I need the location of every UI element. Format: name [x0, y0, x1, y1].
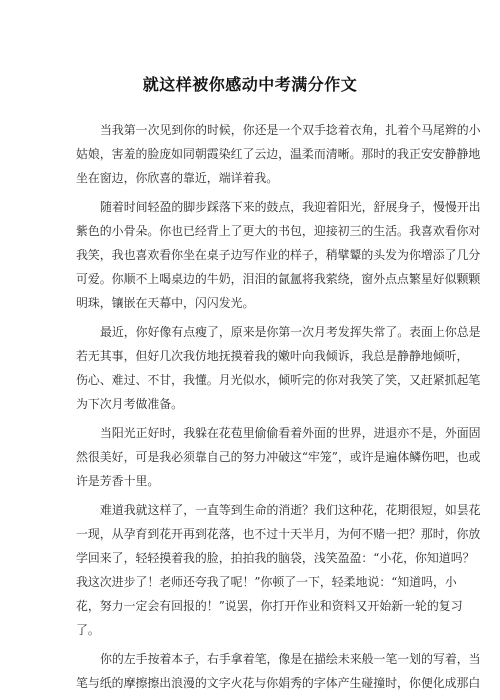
paragraph-line: 当我第一次见到你的时候，你还是一个双手捻着衣角，扎着个马尾辫的小	[100, 123, 481, 137]
paragraph-line: 明珠，镶嵌在天幕中，闪闪发光。	[76, 296, 255, 310]
paragraph-line: 许是芳香十里。	[76, 474, 160, 488]
paragraph-line: 伤心、难过、不甘，我懂。月光似水，倾听完的你对我笑了笑，又赶紧抓起笔	[76, 373, 481, 387]
paragraph	[76, 118, 481, 190]
paragraph	[76, 421, 481, 493]
paragraph-line: 我笑，我也喜欢看你坐在桌子边写作业的样子，稍擘颦的头发为你增添了几分	[76, 248, 481, 262]
paragraph-line: 你的左手按着本子，右手拿着笔，像是在描绘未来般一笔一划的写着，当	[100, 652, 481, 666]
paragraph-line: 然很美好，可是我必须靠自己的努力冲破这“牢笼”，或许是遍体鳞伤吧，也或	[76, 450, 481, 464]
paragraph-line: 随着时间轻盈的脚步踩落下来的鼓点，我迎着阳光，舒展身子，慢慢开出	[100, 200, 481, 214]
paragraph-line: 我这次进步了！老师还夸我了呢！”你顿了一下，轻柔地说：“知道吗，小	[76, 575, 457, 589]
paragraph	[76, 498, 481, 642]
paragraph-line: 花，努力一定会有回报的！”说罢，你打开作业和资料又开始新一轮的复习	[76, 599, 463, 613]
paragraph-line: 可爱。你顺不上喝桌边的牛奶，泪泪的氤氲将我萦绕，窗外点点繁星好似颗颗	[76, 272, 481, 286]
paragraph-line: 一现，从孕育到花开再到花落，也不过十天半月，为何不赌一把？那时，你放	[76, 527, 481, 541]
paragraph-line: 姑娘，害羞的脸庞如同朝霞染红了云边，温柔而清晰。那时的我正安安静静地	[76, 147, 481, 161]
article-body	[76, 118, 481, 700]
paragraph-line: 最近，你好像有点瘦了，原来是你第一次月考发挥失常了。表面上你总是	[100, 325, 481, 339]
paragraph-line: 若无其事，但好几次我仿地抚摸着我的嫩叶向我倾诉，我总是静静地倾听，	[76, 349, 469, 363]
paragraph-line: 难道我就这样了，一直等到生命的消逝？我们这种花，花期很短，如昙花	[100, 503, 481, 517]
paragraph	[76, 647, 481, 695]
paragraph-line: 紫色的小骨朵。你也已经背上了更大的书包，迎接初三的生活。我喜欢看你对	[76, 224, 481, 238]
paragraph	[76, 320, 481, 416]
paragraph-line: 笔与纸的摩擦擦出浪漫的文字火花与你娟秀的字体产生碰撞时，你便化成那白	[76, 676, 481, 690]
paragraph-line: 当阳光正好时，我躲在花苞里偷偷看着外面的世界，进退亦不是，外面固	[100, 426, 481, 440]
paragraph-line: 了。	[76, 623, 100, 637]
paragraph-line: 坐在窗边，你欣喜的靠近，端详着我。	[76, 171, 279, 185]
paragraph-line: 为下次月考做准备。	[76, 397, 184, 411]
paragraph	[76, 195, 481, 315]
article-title: 就这样被你感动中考满分作文	[142, 75, 358, 94]
paragraph-line: 学回来了，轻轻摸着我的脸，拍拍我的脑袋，浅笑盈盈：“小花，你知道吗？	[76, 551, 475, 565]
